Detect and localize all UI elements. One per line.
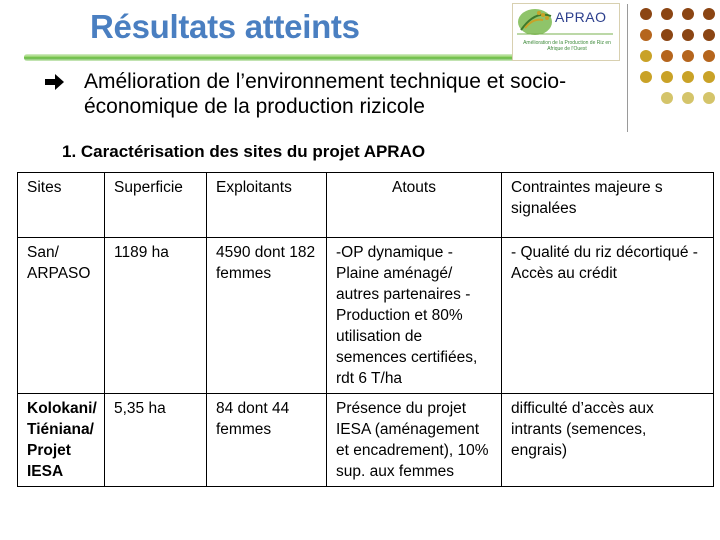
sites-table — [17, 172, 714, 487]
cell-site: Kolokani/ Tiéniana/ Projet IESA — [18, 394, 105, 487]
decor-dot — [703, 50, 715, 62]
cell-exploitants: 4590 dont 182 femmes — [207, 238, 327, 394]
right-arrow-icon — [44, 72, 66, 92]
section-heading: 1. Caractérisation des sites du projet APRAO — [62, 142, 426, 161]
decor-dot — [703, 71, 715, 83]
decor-dot — [661, 29, 673, 41]
decor-dot — [682, 71, 694, 83]
cell-contraintes: - Qualité du riz décortiqué - Accès au crédit — [502, 238, 714, 394]
table-header-row — [18, 173, 714, 238]
decor-dot — [640, 29, 652, 41]
decor-dot — [640, 8, 652, 20]
col-header-contraintes: Contraintes majeure s signalées — [502, 173, 714, 238]
decor-dot — [661, 92, 673, 104]
page-title: Résultats atteints — [90, 8, 360, 45]
cell-exploitants: 84 dont 44 femmes — [207, 394, 327, 487]
logo-name: APRAO — [555, 9, 607, 25]
decor-dot — [640, 71, 652, 83]
cell-contraintes: difficulté d’accès aux intrants (semences, engrais) — [502, 394, 714, 487]
col-header-sites: Sites — [18, 173, 105, 238]
aprao-logo — [512, 3, 620, 61]
cell-atouts: Présence du projet IESA (aménagement et encadrement), 10% sup. aux femmes — [327, 394, 502, 487]
decorative-dots — [640, 8, 720, 108]
decor-dot — [661, 8, 673, 20]
cell-superficie: 5,35 ha — [105, 394, 207, 487]
decor-dot — [703, 29, 715, 41]
decor-dot — [682, 92, 694, 104]
decor-dot — [640, 50, 652, 62]
decor-dot — [682, 50, 694, 62]
decor-dot — [661, 71, 673, 83]
cell-atouts: -OP dynamique -Plaine aménagé/ autres partenaires -Production et 80% utilisation de semences certifiées, rdt 6 T/ha — [327, 238, 502, 394]
col-header-superficie: Superficie — [105, 173, 207, 238]
decor-dot — [661, 50, 673, 62]
decor-dot — [703, 92, 715, 104]
col-header-exploitants: Exploitants — [207, 173, 327, 238]
col-header-atouts: Atouts — [327, 173, 502, 238]
decor-dot — [703, 8, 715, 20]
divider-line — [627, 4, 628, 132]
decor-dot — [682, 8, 694, 20]
cell-site: San/ ARPASO — [18, 238, 105, 394]
table-row — [18, 394, 714, 487]
decor-dot — [682, 29, 694, 41]
logo-subtitle: Amélioration de la Production de Riz en Afrique de l'Ouest — [523, 40, 611, 52]
cell-superficie: 1189 ha — [105, 238, 207, 394]
table-row — [18, 238, 714, 394]
bullet-text: Amélioration de l’environnement technique et socio-économique de la production rizicole — [84, 70, 567, 118]
